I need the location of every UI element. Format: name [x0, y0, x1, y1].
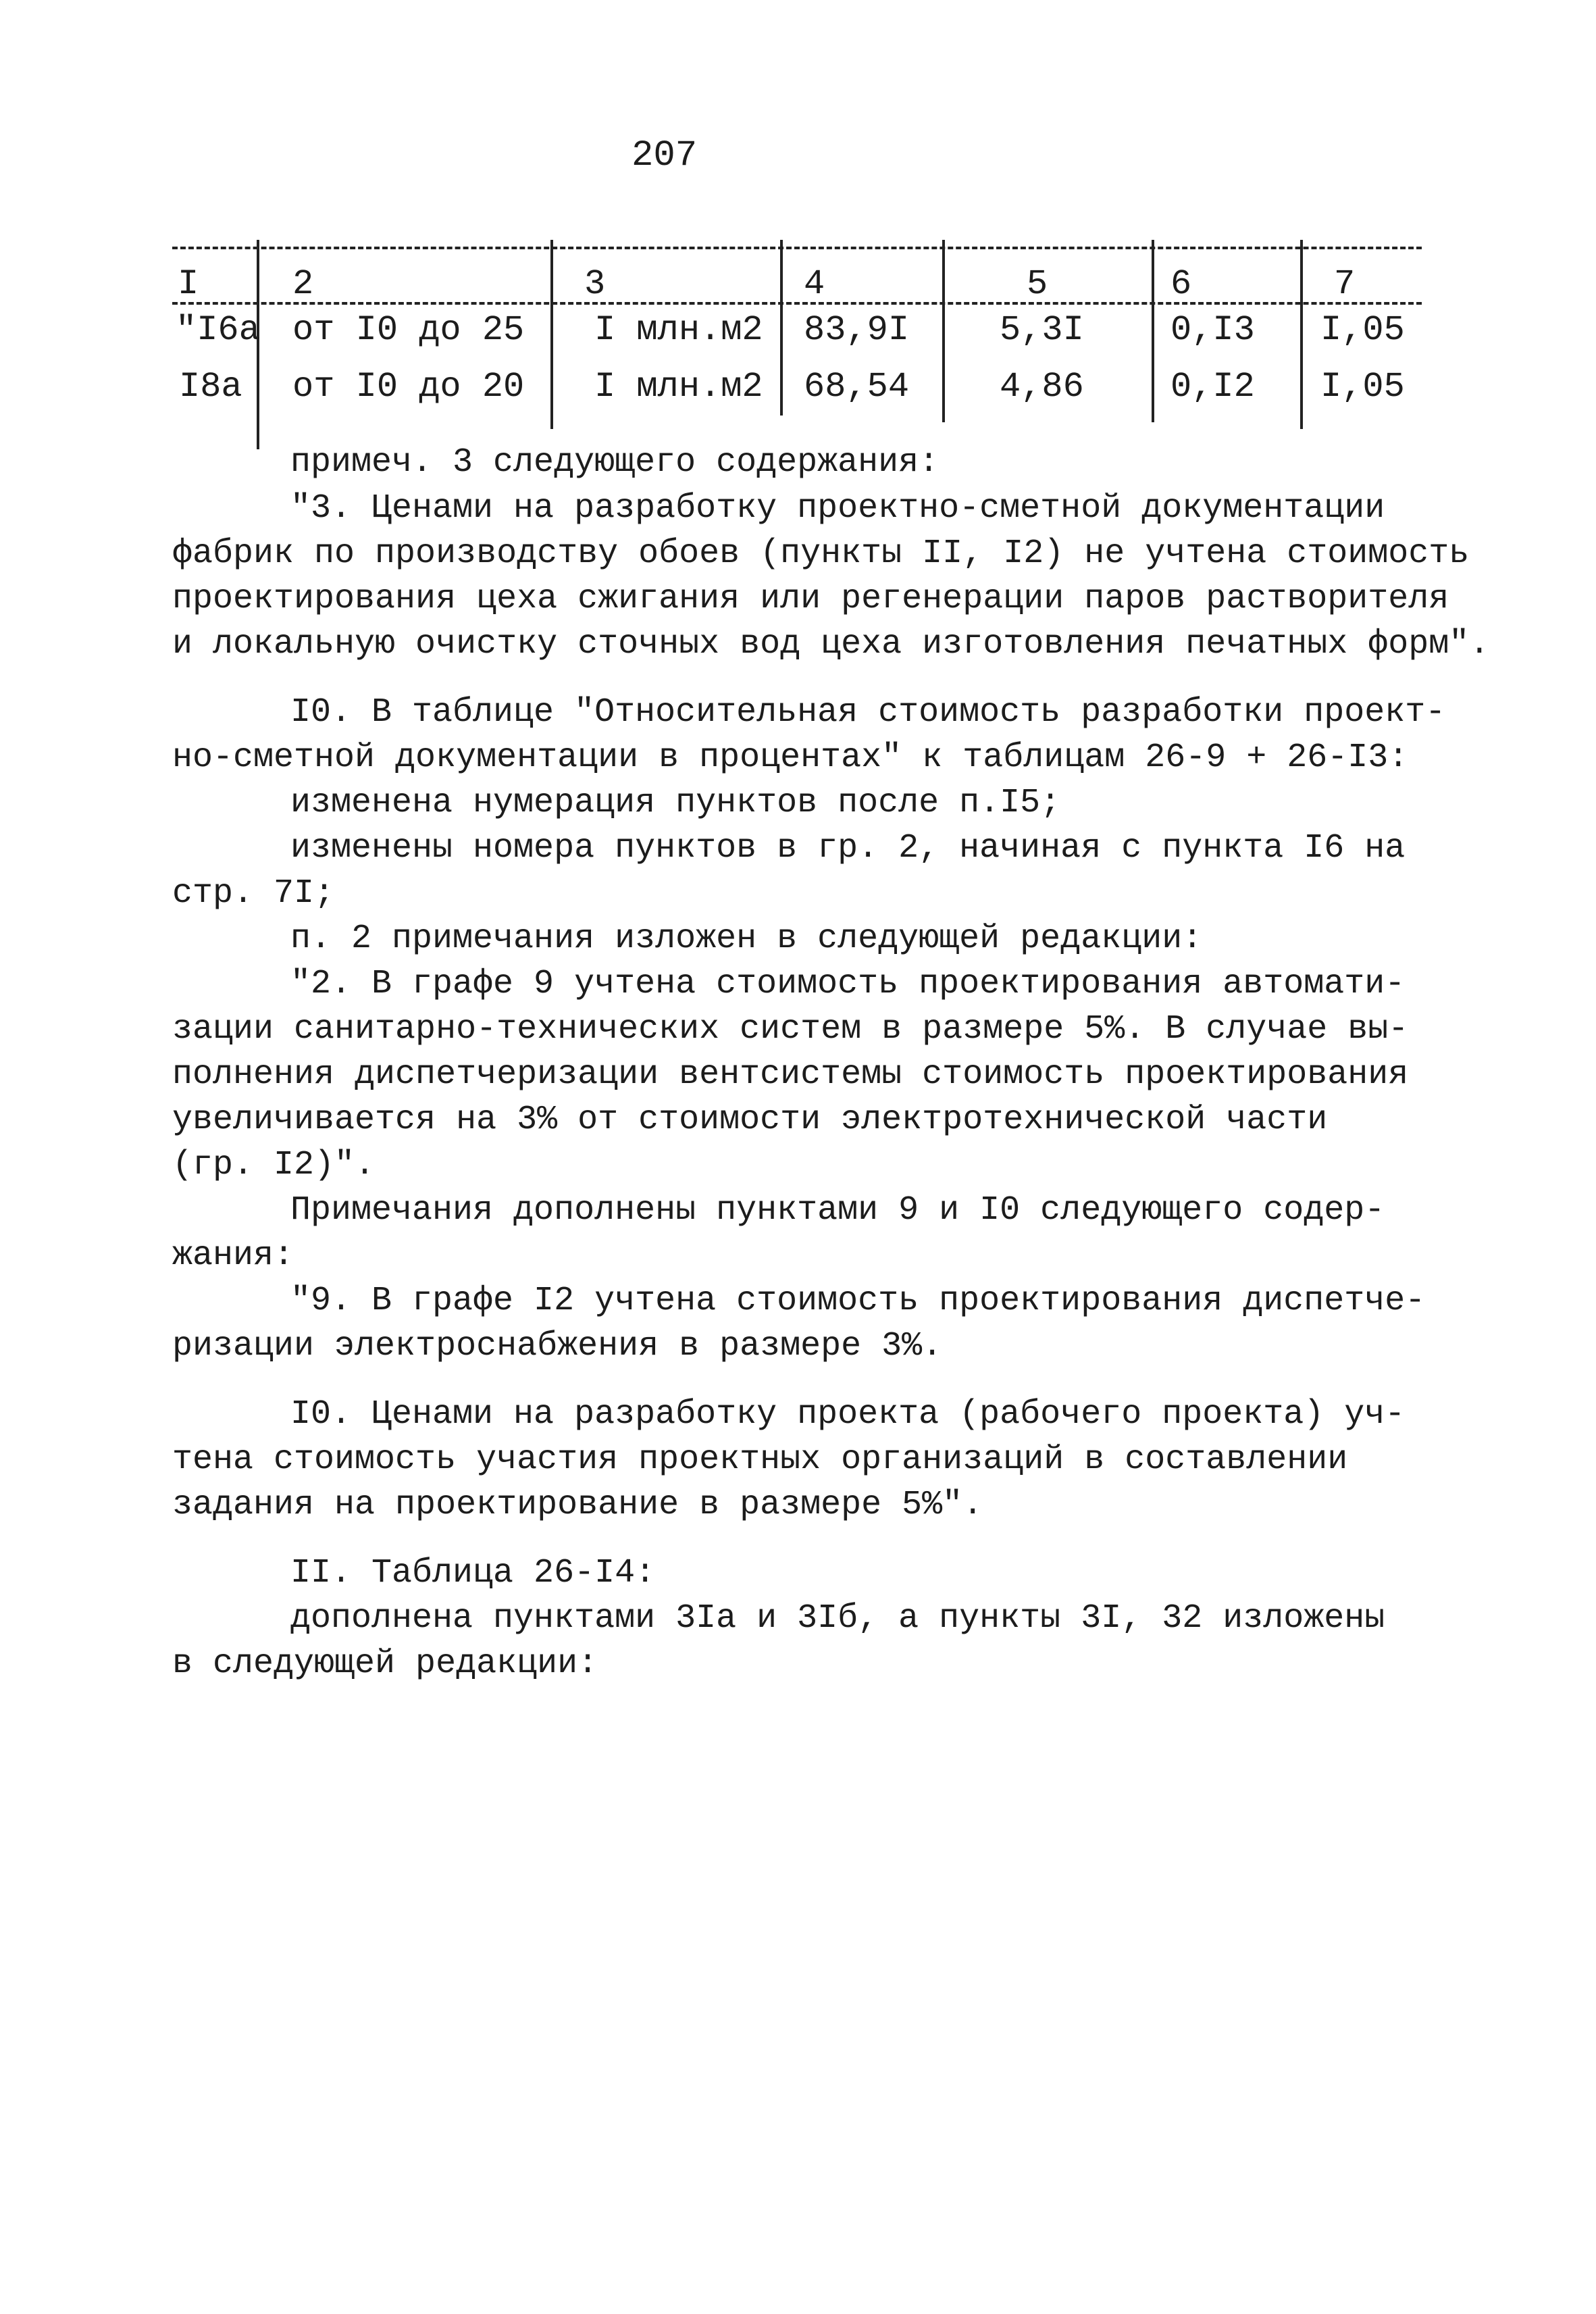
table-cell: I млн.м2: [594, 310, 763, 350]
page-number: 207: [632, 135, 698, 176]
table-cell: "I6a: [176, 310, 260, 350]
text-line: в следующей редакции:: [172, 1644, 598, 1683]
text-line: "2. В графе 9 учтена стоимость проектирования автомати-: [290, 965, 1406, 1003]
text-line: (гр. I2)".: [172, 1146, 376, 1184]
table-cell: I8a: [179, 367, 242, 407]
table-header-cell: 5: [1027, 264, 1048, 304]
text-line: "3. Ценами на разработку проектно-сметной документации: [290, 489, 1385, 528]
table-header-cell: I: [178, 264, 199, 304]
table-header-cell: 7: [1334, 264, 1356, 304]
table-cell: 5,3I: [1000, 310, 1084, 350]
table-cell: I,05: [1320, 367, 1405, 407]
text-line: примеч. 3 следующего содержания:: [290, 443, 939, 482]
table-header-rule: [172, 302, 1422, 305]
text-line: но-сметной документации в процентах" к таблицам 26-9 + 26-I3:: [172, 738, 1409, 777]
table-header-cell: 3: [584, 264, 606, 304]
table-cell: 83,9I: [804, 310, 910, 350]
text-line: проектирования цеха сжигания или регенерации паров растворителя: [172, 580, 1449, 618]
text-line: и локальную очистку сточных вод цеха изготовления печатных форм".: [172, 625, 1490, 663]
table: [172, 240, 1422, 449]
table-cell: 68,54: [804, 367, 910, 407]
text-line: ризации электроснабжения в размере 3%.: [172, 1327, 943, 1365]
table-column-divider: [1152, 240, 1154, 422]
table-cell: от I0 до 20: [292, 367, 525, 407]
table-top-rule: [172, 247, 1422, 249]
table-cell: I,05: [1320, 310, 1405, 350]
text-line: II. Таблица 26-I4:: [290, 1554, 656, 1592]
text-line: фабрик по производству обоев (пункты II, I2) не учтена стоимость: [172, 534, 1470, 573]
table-column-divider: [780, 240, 783, 416]
text-line: стр. 7I;: [172, 874, 335, 913]
text-line: изменена нумерация пунктов после п.I5;: [290, 784, 1061, 822]
text-line: I0. В таблице "Относительная стоимость разработки проект-: [290, 693, 1446, 732]
table-column-divider: [1300, 240, 1303, 429]
text-line: увеличивается на 3% от стоимости электротехнической части: [172, 1101, 1328, 1139]
text-line: "9. В графе I2 учтена стоимость проектирования диспетче-: [290, 1282, 1426, 1320]
table-header-cell: 6: [1170, 264, 1192, 304]
table-cell: 4,86: [1000, 367, 1084, 407]
text-line: I0. Ценами на разработку проекта (рабочего проекта) уч-: [290, 1395, 1406, 1434]
table-cell: от I0 до 25: [292, 310, 525, 350]
table-cell: 0,I2: [1170, 367, 1255, 407]
text-line: задания на проектирование в размере 5%".: [172, 1486, 983, 1524]
text-line: п. 2 примечания изложен в следующей редакции:: [290, 920, 1203, 958]
table-column-divider: [942, 240, 945, 422]
text-line: дополнена пунктами 3Iа и 3Iб, а пункты 3I, 32 изложены: [290, 1599, 1385, 1638]
table-column-divider: [550, 240, 553, 429]
text-line: полнения диспетчеризации вентсистемы стоимость проектирования: [172, 1055, 1409, 1094]
table-cell: 0,I3: [1170, 310, 1255, 350]
table-header-cell: 2: [292, 264, 314, 304]
text-line: изменены номера пунктов в гр. 2, начиная с пункта I6 на: [290, 829, 1406, 867]
text-line: жания:: [172, 1236, 294, 1275]
text-line: тена стоимость участия проектных организаций в составлении: [172, 1440, 1348, 1479]
table-cell: I млн.м2: [594, 367, 763, 407]
table-header-cell: 4: [804, 264, 825, 304]
text-line: зации санитарно-технических систем в размере 5%. В случае вы-: [172, 1010, 1409, 1049]
text-line: Примечания дополнены пунктами 9 и I0 следующего содер-: [290, 1191, 1385, 1230]
